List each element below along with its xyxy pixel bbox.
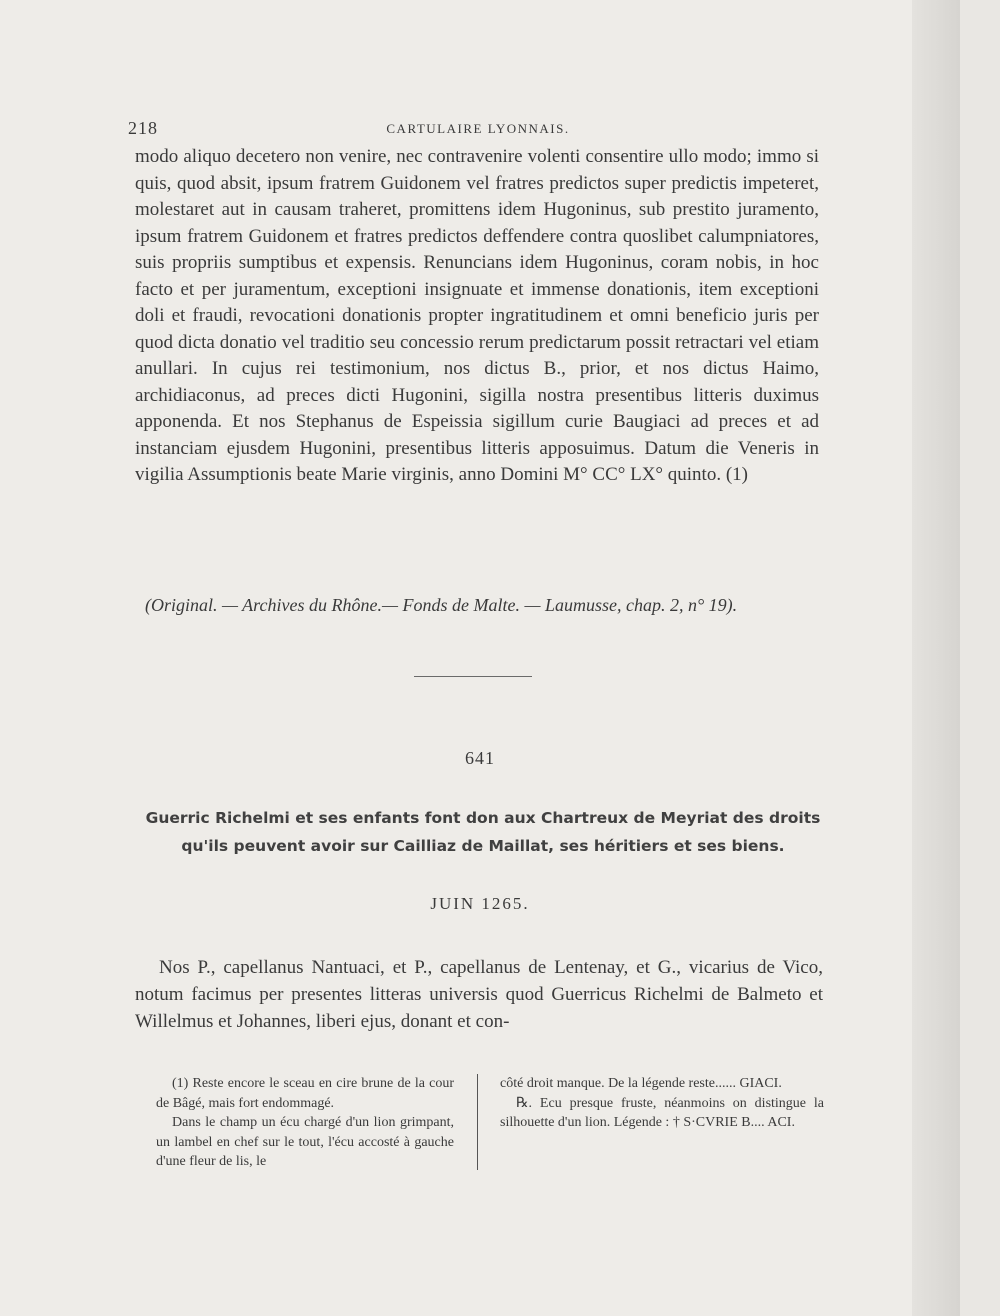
document-number: 641 (465, 748, 495, 768)
document-text: Nos P., capellanus Nantuaci, et P., capellanus de Lentenay, et G., vicarius de Vico, notum facimus per presentes litteras universis quod Guerricus Richelmi de Balmeto et Willelmus et Johannes, liberi ejus, donant et con- (135, 957, 823, 1032)
continuation-text: modo aliquo decetero non venire, nec contravenire volenti consentire ullo modo; immo si quis, quod absit, ipsum fratrem Guidonem vel fratres predictos super predictis impeteret, molestaret aut in causam traheret, promittens idem Hugoninus, sub prestito juramento, ipsum fratrem Guidonem et fratres predictos deffendere contra quoslibet calumpniatores, suis propriis sumptibus et expensis. Renuncians idem Hugoninus, coram nobis, in hoc facto et per juramentum, exceptioni insignuate et immense donationis, item exceptioni doli et fraudi, revocationi donationis propter ingratitudinem et omni beneficio juris per quod dicta donatio vel traditio seu concessio rerum predictarum possit retractari vel etiam anullari. In cujus rei testimonium, nos dictus B., prior, et nos dictus Haimo, archidiaconus, ad preces dicti Hugonini, sigilla nostra presentibus litteris duximus apponenda. Et nos Stephanus de Espeissia sigillum curie Baugiaci ad preces et ad instanciam ejusdem Hugonini, presentibus litteris apposuimus. Datum die Veneris in vigilia Assumptionis beate Marie virginis, anno Domini M° CC° LX° quinto. (1) (135, 146, 819, 485)
document-title: Guerric Richelmi et ses enfants font don aux Chartreux de Meyriat des droits qu'ils peuvent avoir sur Cailliaz de Maillat, ses héritiers et ses biens. (145, 809, 821, 855)
document-date: JUIN 1265. (430, 894, 530, 913)
footnote-paragraph: côté droit manque. De la légende reste...... GIACI. (500, 1076, 782, 1091)
footnote-paragraph: ℞. Ecu presque fruste, néanmoins on distingue la silhouette d'un lion. Légende : † S·CVRIE B.... ACI. (500, 1095, 824, 1130)
footnote-paragraph: (1) Reste encore le sceau en cire brune de la cour de Bâgé, mais fort endommagé. (156, 1076, 454, 1111)
section-separator (414, 676, 532, 677)
footnote-column-left (156, 1074, 454, 1172)
running-title: CARTULAIRE LYONNAIS. (386, 121, 570, 136)
footnote-paragraph: Dans le champ un écu chargé d'un lion grimpant, un lambel en chef sur le tout, l'écu accosté à gauche d'une fleur de lis, le (156, 1115, 454, 1169)
page-spine-shadow (912, 0, 960, 1316)
page-number: 218 (128, 118, 158, 138)
source-note: (Original. — Archives du Rhône.— Fonds de Malte. — Laumusse, chap. 2, n° 19). (145, 595, 738, 615)
footnote-column-right (500, 1074, 824, 1133)
footnote-column-divider (477, 1074, 478, 1170)
page-header (128, 118, 828, 142)
